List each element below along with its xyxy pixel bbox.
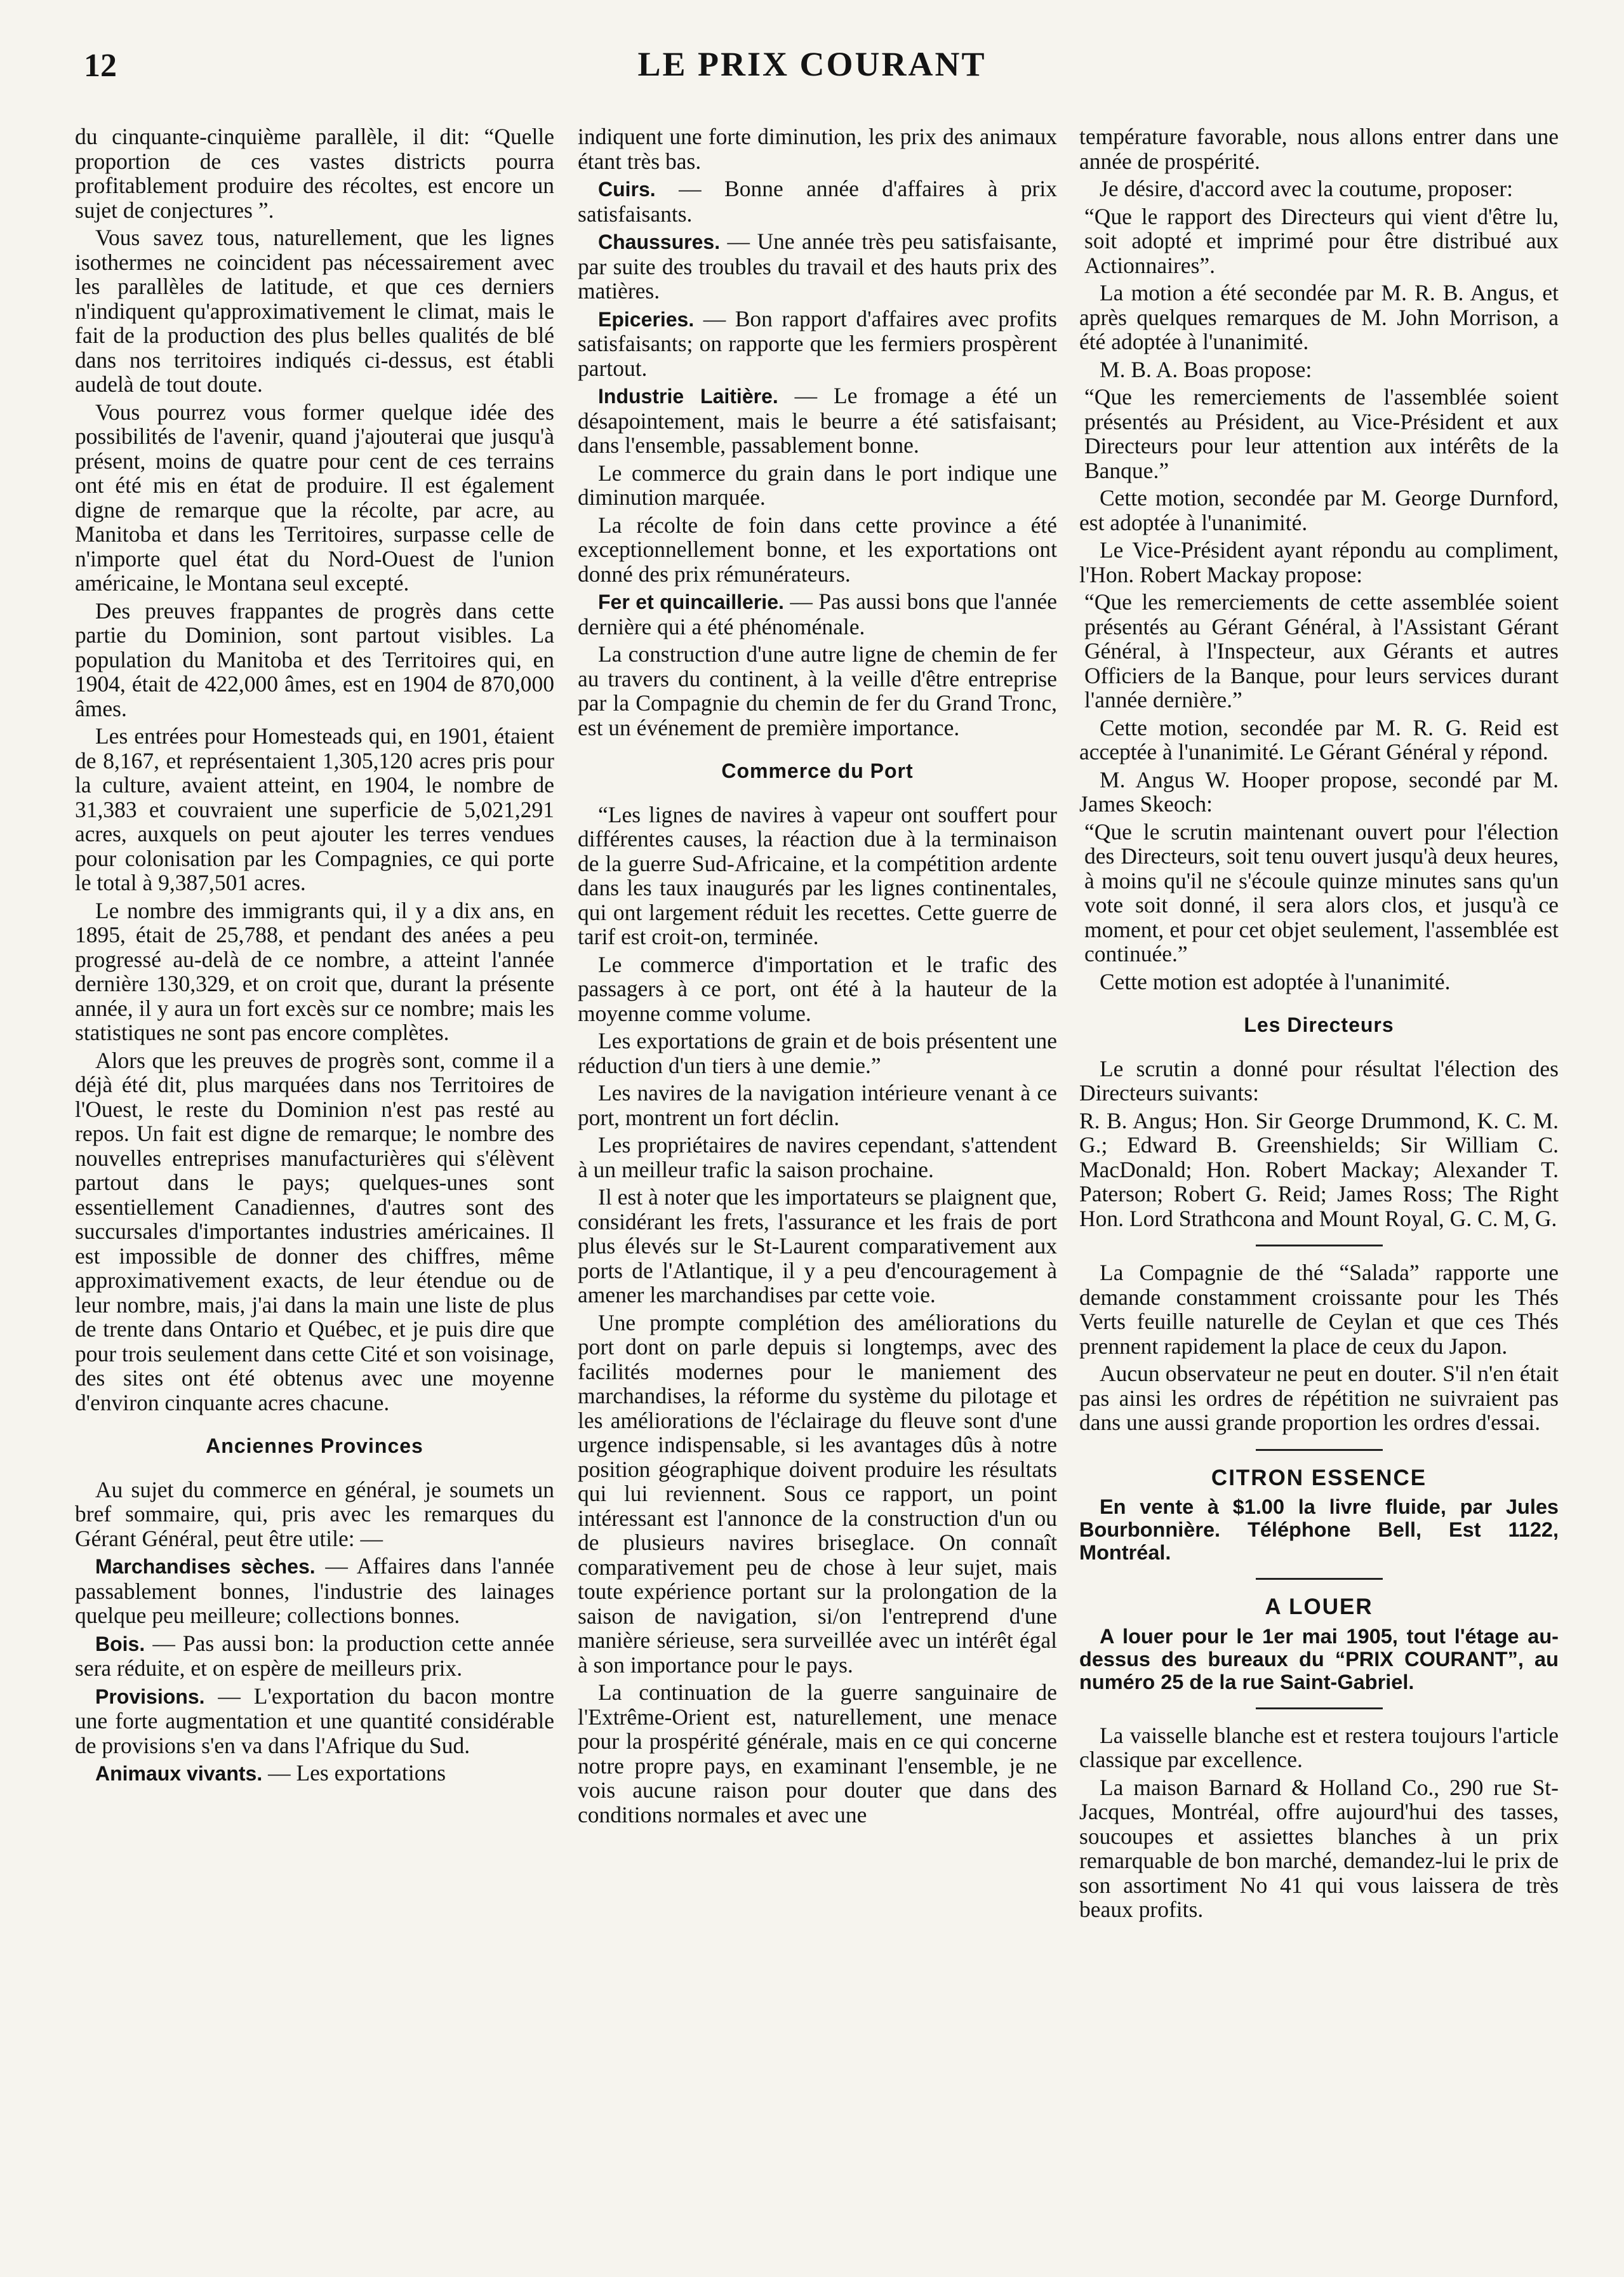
trade-text: — Pas aussi bon: la production cette année sera réduite, et on espère de meilleurs prix. (75, 1630, 554, 1681)
ad-text-citron: En vente à $1.00 la livre fluide, par Jules Bourbonnière. Téléphone Bell, Est 1122, Montréal. (1079, 1495, 1559, 1564)
paragraph: M. B. A. Boas propose: (1100, 356, 1312, 382)
paragraph: La construction d'une autre ligne de chemin de fer au travers du continent, à la veille d'être entreprise par la Compagnie du chemin de fer du Grand Tronc, est un événement de première importance. (578, 641, 1057, 740)
paragraph: Le Vice-Président ayant répondu au compliment, l'Hon. Robert Mackay propose: (1079, 537, 1559, 587)
paragraph: Les navires de la navigation intérieure venant à ce port, montrent un fort déclin. (578, 1080, 1057, 1130)
run-in-heading: Cuirs. (598, 178, 656, 201)
divider (1256, 1707, 1383, 1709)
paragraph: Le nombre des immigrants qui, il y a dix ans, en 1895, était de 25,788, et pendant des anées a peu progressé au-delà de ce nombre, a atteint l'année dernière 130,329, et on croit que, durant la présente année, il y aura un fort excès sur ce nombre; mais les statistiques ne sont pas encore complètes. (75, 897, 554, 1045)
section-heading-commerce-du-port: Commerce du Port (721, 759, 914, 782)
trade-text: — Bonne année d'affaires à prix satisfaisants. (578, 176, 1057, 227)
paragraph: Les propriétaires de navires cependant, s'attendent à un meilleur trafic la saison prochaine. (578, 1132, 1057, 1182)
paragraph: Les exportations de grain et de bois présentent une réduction d'un tiers à une demie.” (578, 1028, 1057, 1078)
ad-heading-citron-essence: CITRON ESSENCE (1211, 1465, 1427, 1490)
paragraph: Vous pourrez vous former quelque idée des possibilités de l'avenir, quand j'ajouterai que jusqu'à présent, moins de quatre pour cent de ces terrains ont été mis en état de produire. Il est également digne de remarque que la récolte, par acre, au Manitoba et dans les Territoires, surpasse celle de n'importe quel état du Nord-Ouest de l'union américaine, le Montana seul excepté. (75, 399, 554, 596)
paragraph: La Compagnie de thé “Salada” rapporte une demande constamment croissante pour les Thés Verts feuille naturelle de Ceylan et que ces Thés prennent rapidement la place de ceux du Japon. (1079, 1260, 1559, 1359)
trade-item (75, 1554, 554, 1628)
paragraph: Cette motion est adoptée à l'unanimité. (1100, 968, 1451, 994)
trade-text: — Pas aussi bons que l'année dernière qui a été phénoménale. (578, 589, 1057, 639)
paragraph: Des preuves frappantes de progrès dans cette partie du Dominion, sont partout visibles. La population du Manitoba et des Territoires qui, en 1904, était de 422,000 âmes, est en 1904 de 870,000 âmes. (75, 598, 554, 721)
trade-text: — Les exportations (262, 1760, 446, 1786)
divider (1256, 1449, 1383, 1451)
section-heading-les-directeurs: Les Directeurs (1244, 1013, 1394, 1036)
paragraph: Je désire, d'accord avec la coutume, proposer: (1100, 176, 1514, 201)
ad-text-louer: A louer pour le 1er mai 1905, tout l'étage au-dessus des bureaux du “PRIX COURANT”, au numéro 25 de la rue Saint-Gabriel. (1079, 1624, 1559, 1693)
column-3 (1079, 124, 1559, 1925)
column-2 (578, 124, 1057, 1830)
trade-item (578, 229, 1057, 304)
run-in-heading: Epiceries. (598, 307, 695, 331)
paragraph: Vous savez tous, naturellement, que les lignes isothermes ne coincident pas nécessairement avec les parallèles de latitude, et que ces derniers n'indiquent qu'approximativement le climat, mais le fait de la production des plus belles qualités de blé dans nos territoires indiqués ci-dessus, est établi audelà de tout doute. (75, 225, 554, 397)
motion-quote: “Que le scrutin maintenant ouvert pour l'élection des Directeurs, soit tenu ouvert jusqu'à deux heures, à moins qu'il ne s'écoule quinze minutes sans qu'un vote soit donné, il sera alors clos, et jusqu'à ce moment, et pour cet objet seulement, l'assemblée est continuée.” (1084, 818, 1559, 966)
trade-item (578, 384, 1057, 458)
run-in-heading: Bois. (95, 1632, 145, 1655)
motion-quote: “Que les remerciements de cette assemblée soient présentés au Gérant Général, à l'Assistant Gérant Général, à l'Inspecteur, aux Gérants et autres Officiers de la Banque, pour leurs services durant l'année dernière.” (1084, 589, 1559, 712)
page-title: LE PRIX COURANT (637, 45, 987, 83)
paragraph: Cette motion, secondée par M. George Durnford, est adoptée à l'unanimité. (1079, 485, 1559, 535)
trade-text: — Bon rapport d'affaires avec profits satisfaisants; on rapporte que les fermiers prospèrent partout. (578, 305, 1057, 381)
run-in-heading: Marchandises sèches. (95, 1555, 316, 1578)
paragraph: La continuation de la guerre sanguinaire de l'Extrême-Orient est, naturellement, une menace pour la prospérité générale, mais en ce qui concerne notre propre pays, en examinant l'ensemble, je ne vois aucune raison pour douter que dans des conditions normales et avec une (578, 1679, 1057, 1827)
trade-text: — Une année très peu satisfaisante, par suite des troubles du travail et des hauts prix des matières. (578, 229, 1057, 304)
paragraph: du cinquante-cinquième parallèle, il dit: “Quelle proportion de ces vastes districts pourra profitablement produire des récoltes, est encore un sujet de conjectures ”. (75, 124, 554, 223)
paragraph: “Les lignes de navires à vapeur ont souffert pour différentes causes, la réaction due à la terminaison de la guerre Sud-Africaine, et la compétition ardente dans les taux inaugurés par les lignes continentales, qui ont largement réduit les recettes. Cette guerre de tarif est croit-on, terminée. (578, 801, 1057, 949)
trade-text: — Le fromage a été un désapointement, mais le beurre a été satisfaisant; dans l'ensemble, passablement bonne. (578, 383, 1057, 458)
divider (1256, 1245, 1383, 1246)
paragraph: indiquent une forte diminution, les prix des animaux étant très bas. (578, 124, 1057, 174)
trade-item (75, 1631, 554, 1681)
section-heading-anciennes-provinces: Anciennes Provinces (206, 1434, 423, 1457)
directors-list: R. B. Angus; Hon. Sir George Drummond, K. C. M. G.; Edward B. Greenshields; Sir William C. MacDonald; Hon. Robert Mackay; Alexander T. Paterson; Robert G. Reid; James Ross; The Right Hon. Lord Strathcona and Mount Royal, G. C. M, G. (1079, 1107, 1559, 1231)
paragraph: Le scrutin a donné pour résultat l'élection des Directeurs suivants: (1079, 1055, 1559, 1105)
paragraph: La récolte de foin dans cette province a été exceptionnellement bonne, et les exportations ont donné des prix rémunérateurs. (578, 512, 1057, 587)
ad-heading-a-louer: A LOUER (1265, 1594, 1373, 1619)
paragraph: température favorable, nous allons entrer dans une année de prospérité. (1079, 124, 1559, 174)
paragraph: Les entrées pour Homesteads qui, en 1901, étaient de 8,167, et représentaient 1,305,120 acres pris pour la culture, avaient atteint, en 1904, le nombre de 31,383 et couvraient une superficie de 5,021,291 acres, auxquels on peut ajouter les terres vendues pour colonisation par les Compagnies, ce qui porte le total à 9,387,501 acres. (75, 723, 554, 895)
paragraph: La vaisselle blanche est et restera toujours l'article classique par excellence. (1079, 1722, 1559, 1772)
trade-item (578, 177, 1057, 226)
trade-item (578, 307, 1057, 381)
paragraph: Alors que les preuves de progrès sont, comme il a déjà été dit, plus marquées dans nos Territoires de l'Ouest, le reste du Dominion n'est pas resté au repos. Un fait est digne de remarque; le nombre des nouvelles entreprises manufacturières qui s'élèvent partout dans le pays; quelques-unes sont essentiellement Canadiennes, d'autres sont des succursales d'importantes industries américaines. Il est impossible de donner des chiffres, même approximativement exacts, de leur étendue ou de leur nombre, mais, j'ai dans la main une liste de plus de trente dans Ontario et Québec, et je puis dire que pour trois seulement dans cette Cité et son voisinage, des sites ont été obtenus avec une moyenne d'environ cinquante acres chacune. (75, 1047, 554, 1415)
trade-item (75, 1761, 554, 1786)
trade-item (75, 1684, 554, 1758)
paragraph: La maison Barnard & Holland Co., 290 rue St-Jacques, Montréal, offre aujourd'hui des tasses, soucoupes et assiettes blanches à un prix remarquable de bon marché, demandez-lui le prix de son assortiment No 41 qui vous laissera de très beaux profits. (1079, 1774, 1559, 1922)
trade-item (578, 589, 1057, 639)
motion-quote: “Que le rapport des Directeurs qui vient d'être lu, soit adopté et imprimé pour être distribué aux Actionnaires”. (1084, 203, 1559, 278)
paragraph: Au sujet du commerce en général, je soumets un bref sommaire, qui, pris avec les remarques du Gérant Général, peut être utile: — (75, 1476, 554, 1551)
divider (1256, 1578, 1383, 1580)
motion-quote: “Que les remerciements de l'assemblée soient présentés au Président, au Vice-Président et aux Directeurs pour leur attention aux intérêts de la Banque.” (1084, 384, 1559, 483)
paragraph: Cette motion, secondée par M. R. G. Reid est acceptée à l'unanimité. Le Gérant Général y répond. (1079, 714, 1559, 765)
paragraph: Une prompte complétion des améliorations du port dont on parle depuis si longtemps, avec des facilités modernes pour le maniement des marchandises, la réforme du système du pilotage et les améliorations de l'éclairage du fleuve sont d'une urgence indispensable, si les avantages dûs à notre position géographique doivent produire les résultats qui lui reviennent. Sous ce rapport, un point intéressant est l'annonce de la construction d'un ou de plusieurs navires briseglace. On connaît comparativement peu de chose à leur sujet, mais toute expérience portant sur la prolongation de la saison de navigation, si/on l'entreprend d'une manière sérieuse, sera surveillée avec un intérêt égal à son importance pour le pays. (578, 1309, 1057, 1678)
trade-text: — L'exportation du bacon montre une forte augmentation et une quantité considérable de provisions s'en va dans l'Afrique du Sud. (75, 1683, 554, 1758)
paragraph: M. Angus W. Hooper propose, secondé par M. James Skeoch: (1079, 766, 1559, 817)
run-in-heading: Industrie Laitière. (598, 385, 778, 408)
paragraph: Le commerce du grain dans le port indique une diminution marquée. (578, 460, 1057, 510)
page-number: 12 (84, 48, 117, 84)
run-in-heading: Provisions. (95, 1685, 205, 1708)
paragraph: Il est à noter que les importateurs se plaignent que, considérant les frets, l'assurance et les frais de port plus élevés sur le St-Laurent comparativement aux ports de l'Atlantique, il y a peu d'encouragement à amener les marchandises par cette voie. (578, 1184, 1057, 1307)
run-in-heading: Chaussures. (598, 230, 721, 253)
run-in-heading: Animaux vivants. (95, 1762, 263, 1785)
run-in-heading: Fer et quincaillerie. (598, 591, 784, 613)
column-1 (75, 124, 554, 1789)
trade-text: — Affaires dans l'année passablement bonnes, l'industrie des lainages quelque peu meilleure; collections bonnes. (75, 1553, 555, 1628)
paragraph: Le commerce d'importation et le trafic des passagers à ce port, ont été à la hauteur de la moyenne comme volume. (578, 951, 1057, 1026)
paragraph: Aucun observateur ne peut en douter. S'il n'en était pas ainsi les ordres de répétition ne suivraient pas dans une aussi grande proportion les ordres d'essai. (1079, 1361, 1559, 1435)
paragraph: La motion a été secondée par M. R. B. Angus, et après quelques remarques de M. John Morrison, a été adoptée à l'unanimité. (1079, 280, 1559, 354)
